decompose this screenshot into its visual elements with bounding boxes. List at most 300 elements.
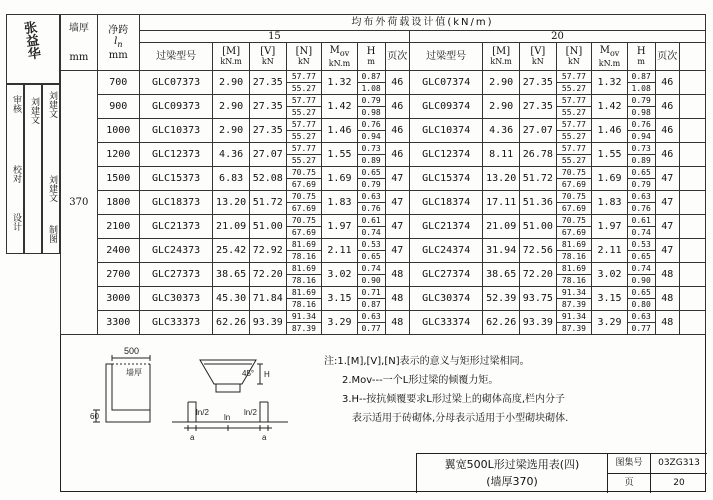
model-cell: GLC15374 bbox=[409, 167, 482, 191]
n-cell bbox=[556, 287, 592, 311]
n-cell-lower: 55.27 bbox=[561, 108, 586, 117]
dim-60-label: 60 bbox=[90, 412, 99, 421]
table-row bbox=[61, 95, 706, 119]
h-cell-upper: 0.61 bbox=[628, 215, 655, 227]
m-cell: 4.36 bbox=[213, 143, 250, 167]
n-cell-upper: 70.75 bbox=[287, 215, 322, 227]
mov-cell: 1.32 bbox=[322, 71, 358, 95]
m-cell: 21.09 bbox=[483, 215, 520, 239]
mov-cell: 3.15 bbox=[322, 287, 358, 311]
l-lintel-section-figure bbox=[92, 348, 312, 443]
h-cell bbox=[627, 167, 655, 191]
n-cell-lower: 67.69 bbox=[291, 204, 316, 213]
n-cell-upper: 57.77 bbox=[557, 71, 592, 83]
n-cell-lower: 78.16 bbox=[291, 276, 316, 285]
v-cell: 26.78 bbox=[520, 143, 557, 167]
page-cell: 46 bbox=[655, 119, 679, 143]
blank-cell bbox=[680, 191, 706, 215]
page-cell: 47 bbox=[655, 191, 679, 215]
span-cell: 2100 bbox=[97, 215, 139, 239]
page-cell: 46 bbox=[385, 119, 409, 143]
n-cell-upper: 57.77 bbox=[287, 119, 322, 131]
col-m-unit: kN.m bbox=[220, 57, 242, 66]
h-cell-lower: 0.65 bbox=[361, 252, 381, 261]
role-label-column bbox=[6, 84, 24, 254]
page-cell: 46 bbox=[385, 95, 409, 119]
h-cell-lower: 0.76 bbox=[631, 204, 651, 213]
n-cell bbox=[286, 167, 322, 191]
n-cell bbox=[556, 167, 592, 191]
h-cell-lower: 0.74 bbox=[631, 228, 651, 237]
h-cell-upper: 0.73 bbox=[358, 143, 385, 155]
blank-cell bbox=[680, 167, 706, 191]
mov-cell: 3.02 bbox=[322, 263, 358, 287]
model-cell: GLC09373 bbox=[139, 95, 212, 119]
n-cell-lower: 55.27 bbox=[561, 84, 586, 93]
v-cell: 72.56 bbox=[520, 239, 557, 263]
h-label: H bbox=[264, 370, 270, 379]
table-row bbox=[61, 311, 706, 335]
model-cell: GLC12373 bbox=[139, 143, 212, 167]
col-v-unit: kN bbox=[261, 57, 274, 66]
n-cell-lower: 78.16 bbox=[291, 252, 316, 261]
model-cell: GLC18373 bbox=[139, 191, 212, 215]
column-header-row bbox=[61, 43, 706, 71]
h-cell-upper: 0.63 bbox=[628, 191, 655, 203]
v-cell: 72.20 bbox=[520, 263, 557, 287]
n-cell bbox=[556, 71, 592, 95]
m-cell: 2.90 bbox=[213, 119, 250, 143]
n-cell-lower: 78.16 bbox=[291, 300, 316, 309]
h-cell bbox=[627, 239, 655, 263]
note-line: 3.H--按抗倾覆要求L形过梁上的砌体高度,栏内分子 bbox=[342, 394, 566, 405]
note-line: 注:1.[M],[V],[N]表示的意义与矩形过梁相同。 bbox=[324, 356, 530, 367]
model-cell: GLC07373 bbox=[139, 71, 212, 95]
h-cell-upper: 0.65 bbox=[628, 287, 655, 299]
n-cell-lower: 55.27 bbox=[291, 132, 316, 141]
load-group-title: 均布外荷载设计值(kN/m) bbox=[139, 15, 705, 31]
n-cell-lower: 67.69 bbox=[561, 180, 586, 189]
n-cell bbox=[556, 119, 592, 143]
col-page-15: 页次 bbox=[385, 43, 409, 71]
m-cell: 52.39 bbox=[483, 287, 520, 311]
n-cell-upper: 81.69 bbox=[557, 239, 592, 251]
span-subscript: n bbox=[117, 39, 123, 49]
model-cell: GLC12374 bbox=[409, 143, 482, 167]
page-number-label: 页 bbox=[608, 474, 651, 493]
blank-cell bbox=[680, 239, 706, 263]
col-n-unit: kN bbox=[297, 57, 310, 66]
h-cell bbox=[627, 263, 655, 287]
span-cell: 3300 bbox=[97, 311, 139, 335]
m-cell: 62.26 bbox=[213, 311, 250, 335]
mov-cell: 3.15 bbox=[592, 287, 628, 311]
span-header-unit: mm bbox=[108, 49, 128, 61]
table-body bbox=[61, 71, 706, 335]
n-cell-lower: 67.69 bbox=[291, 228, 316, 237]
mov-cell: 1.55 bbox=[592, 143, 628, 167]
model-cell: GLC21374 bbox=[409, 215, 482, 239]
v-cell: 71.84 bbox=[249, 287, 286, 311]
m-cell: 2.90 bbox=[213, 71, 250, 95]
model-cell: GLC10373 bbox=[139, 119, 212, 143]
wall-thickness-cell: 370 bbox=[61, 71, 98, 335]
h-cell bbox=[357, 119, 385, 143]
mov-cell: 1.42 bbox=[592, 95, 628, 119]
mov-cell: 1.46 bbox=[592, 119, 628, 143]
span-header bbox=[97, 15, 139, 71]
mov-cell: 2.11 bbox=[592, 239, 628, 263]
span-cell: 3000 bbox=[97, 287, 139, 311]
page-cell: 46 bbox=[385, 71, 409, 95]
span-cell: 1200 bbox=[97, 143, 139, 167]
span-cell: 2400 bbox=[97, 239, 139, 263]
n-cell-upper: 57.77 bbox=[557, 119, 592, 131]
v-cell: 51.00 bbox=[249, 215, 286, 239]
model-cell: GLC09374 bbox=[409, 95, 482, 119]
table-row bbox=[61, 119, 706, 143]
n-cell-upper: 91.34 bbox=[557, 287, 592, 299]
model-cell: GLC27373 bbox=[139, 263, 212, 287]
h-cell-upper: 0.76 bbox=[628, 119, 655, 131]
title-line-1: 翼宽500L形过梁选用表(四) bbox=[444, 458, 580, 471]
n-cell bbox=[556, 263, 592, 287]
n-cell-lower: 87.39 bbox=[291, 324, 316, 333]
mov-cell: 3.02 bbox=[592, 263, 628, 287]
model-cell: GLC24373 bbox=[139, 239, 212, 263]
role-label-review: 审核 bbox=[11, 95, 21, 113]
a-left-label: a bbox=[190, 433, 195, 442]
table-row bbox=[61, 71, 706, 95]
mov-cell: 1.83 bbox=[322, 191, 358, 215]
h-cell bbox=[357, 287, 385, 311]
n-cell-lower: 55.27 bbox=[291, 156, 316, 165]
h-cell bbox=[357, 263, 385, 287]
col-mov-sub: ov bbox=[609, 48, 620, 58]
m-cell: 2.90 bbox=[483, 71, 520, 95]
n-cell-upper: 57.77 bbox=[557, 95, 592, 107]
page-cell: 48 bbox=[385, 287, 409, 311]
h-cell-lower: 0.76 bbox=[361, 204, 381, 213]
n-cell-lower: 55.27 bbox=[561, 156, 586, 165]
table-row bbox=[61, 167, 706, 191]
n-cell-upper: 57.77 bbox=[287, 95, 322, 107]
table-row bbox=[61, 191, 706, 215]
col-mov-label: M bbox=[599, 44, 610, 56]
page-cell: 47 bbox=[385, 167, 409, 191]
v-cell: 27.35 bbox=[249, 95, 286, 119]
m-cell: 38.65 bbox=[213, 263, 250, 287]
table-row bbox=[61, 143, 706, 167]
title-block-title bbox=[417, 454, 608, 493]
n-cell-upper: 70.75 bbox=[287, 191, 322, 203]
col-n-15 bbox=[286, 43, 322, 71]
n-cell-lower: 55.27 bbox=[561, 132, 586, 141]
model-cell: GLC21373 bbox=[139, 215, 212, 239]
span-header-label: 净跨 bbox=[108, 24, 129, 36]
ln-label: ln bbox=[224, 413, 231, 422]
m-cell: 6.83 bbox=[213, 167, 250, 191]
page-cell: 47 bbox=[655, 215, 679, 239]
n-cell bbox=[556, 215, 592, 239]
model-cell: GLC30373 bbox=[139, 287, 212, 311]
span-cell: 2700 bbox=[97, 263, 139, 287]
span-cell: 1500 bbox=[97, 167, 139, 191]
col-mov-15 bbox=[322, 43, 358, 71]
table-row bbox=[61, 263, 706, 287]
col-page-20: 页次 bbox=[655, 43, 679, 71]
n-cell-upper: 57.77 bbox=[557, 143, 592, 155]
m-cell: 17.11 bbox=[483, 191, 520, 215]
name-column-2 bbox=[42, 84, 60, 254]
page-cell: 48 bbox=[385, 263, 409, 287]
atlas-number-label: 图集号 bbox=[608, 454, 651, 474]
drawn-label: 制图 bbox=[47, 225, 57, 243]
wall-thickness-label: 墙厚 bbox=[126, 368, 142, 377]
col-v-label: [V] bbox=[530, 46, 546, 57]
h-cell-upper: 0.53 bbox=[628, 239, 655, 251]
h-cell-lower: 0.94 bbox=[631, 132, 651, 141]
m-cell: 13.20 bbox=[483, 167, 520, 191]
m-cell: 31.94 bbox=[483, 239, 520, 263]
h-cell bbox=[627, 287, 655, 311]
v-cell: 27.35 bbox=[249, 71, 286, 95]
v-cell: 27.07 bbox=[520, 119, 557, 143]
approval-strip bbox=[6, 14, 60, 254]
title-block bbox=[416, 453, 707, 493]
h-cell-upper: 0.74 bbox=[628, 263, 655, 275]
table-row bbox=[61, 239, 706, 263]
ln2-right-label: ln/2 bbox=[244, 408, 257, 417]
h-cell-lower: 0.89 bbox=[361, 156, 381, 165]
h-cell-lower: 0.79 bbox=[631, 180, 651, 189]
mov-cell: 1.69 bbox=[322, 167, 358, 191]
col-h-label: H bbox=[636, 46, 646, 57]
col-m-15 bbox=[213, 43, 250, 71]
col-n-label: [N] bbox=[565, 46, 583, 57]
v-cell: 51.36 bbox=[520, 191, 557, 215]
mov-cell: 1.42 bbox=[322, 95, 358, 119]
col-v-label: [V] bbox=[260, 46, 276, 57]
note-line: 2.Mov---一个L形过梁的倾覆力矩。 bbox=[342, 375, 499, 386]
h-cell-lower: 1.08 bbox=[361, 84, 381, 93]
h-cell-upper: 0.63 bbox=[358, 311, 385, 323]
col-blank bbox=[680, 43, 706, 71]
n-cell-upper: 91.34 bbox=[557, 311, 592, 323]
v-cell: 27.07 bbox=[249, 143, 286, 167]
h-cell bbox=[357, 215, 385, 239]
blank-cell bbox=[680, 119, 706, 143]
n-cell-lower: 55.27 bbox=[291, 108, 316, 117]
h-cell-lower: 0.65 bbox=[631, 252, 651, 261]
h-cell bbox=[627, 191, 655, 215]
page-cell: 47 bbox=[655, 239, 679, 263]
h-cell bbox=[627, 143, 655, 167]
h-cell-upper: 0.65 bbox=[358, 167, 385, 179]
blank-cell bbox=[680, 263, 706, 287]
n-cell-upper: 81.69 bbox=[287, 263, 322, 275]
n-cell-upper: 70.75 bbox=[557, 191, 592, 203]
span-cell: 900 bbox=[97, 95, 139, 119]
m-cell: 4.36 bbox=[483, 119, 520, 143]
note-line: 表示适用于砖砌体,分母表示适用于小型砌块砌体. bbox=[352, 413, 569, 424]
blank-cell bbox=[680, 215, 706, 239]
n-cell bbox=[556, 311, 592, 335]
col-v-15 bbox=[249, 43, 286, 71]
n-cell bbox=[286, 95, 322, 119]
mov-cell: 1.32 bbox=[592, 71, 628, 95]
page-number-value: 20 bbox=[673, 478, 685, 488]
designer-name: 刘建文 bbox=[47, 175, 57, 202]
col-m-20 bbox=[483, 43, 520, 71]
m-cell: 2.90 bbox=[483, 95, 520, 119]
col-h-unit: m bbox=[367, 57, 375, 66]
v-cell: 27.35 bbox=[249, 119, 286, 143]
reviewer-name: 刘建文 bbox=[29, 97, 39, 124]
lintel-block bbox=[216, 384, 240, 392]
v-cell: 27.35 bbox=[520, 95, 557, 119]
h-cell-upper: 0.73 bbox=[628, 143, 655, 155]
n-cell bbox=[286, 215, 322, 239]
notes-block bbox=[324, 352, 624, 428]
col-model-15: 过梁型号 bbox=[139, 43, 212, 71]
h-cell-upper: 0.61 bbox=[358, 215, 385, 227]
h-cell bbox=[357, 71, 385, 95]
n-cell bbox=[556, 95, 592, 119]
col-model-20: 过梁型号 bbox=[409, 43, 482, 71]
h-cell-lower: 0.94 bbox=[361, 132, 381, 141]
model-cell: GLC18374 bbox=[409, 191, 482, 215]
page-cell: 48 bbox=[655, 263, 679, 287]
n-cell-lower: 78.16 bbox=[561, 276, 586, 285]
col-mov-20 bbox=[592, 43, 628, 71]
n-cell bbox=[286, 287, 322, 311]
v-cell: 93.75 bbox=[520, 287, 557, 311]
blank-cell bbox=[680, 143, 706, 167]
col-mov-unit: kN.m bbox=[598, 58, 621, 68]
h-cell bbox=[357, 239, 385, 263]
model-cell: GLC33374 bbox=[409, 311, 482, 335]
h-cell-lower: 0.90 bbox=[631, 276, 651, 285]
n-cell bbox=[286, 143, 322, 167]
page-cell: 48 bbox=[385, 311, 409, 335]
model-cell: GLC15373 bbox=[139, 167, 212, 191]
right-support bbox=[260, 402, 268, 422]
n-cell bbox=[286, 311, 322, 335]
col-h-15 bbox=[357, 43, 385, 71]
col-n-label: [N] bbox=[295, 46, 313, 57]
col-n-unit: kN bbox=[568, 57, 580, 66]
model-cell: GLC27374 bbox=[409, 263, 482, 287]
model-cell: GLC30374 bbox=[409, 287, 482, 311]
h-cell bbox=[357, 143, 385, 167]
n-cell-lower: 87.39 bbox=[561, 300, 586, 309]
mov-cell: 1.97 bbox=[322, 215, 358, 239]
col-h-20 bbox=[627, 43, 655, 71]
h-cell-upper: 0.76 bbox=[358, 119, 385, 131]
n-cell-lower: 67.69 bbox=[291, 180, 316, 189]
blank-cell bbox=[680, 95, 706, 119]
n-cell bbox=[286, 71, 322, 95]
mov-cell: 3.29 bbox=[592, 311, 628, 335]
h-cell-upper: 0.63 bbox=[628, 311, 655, 323]
table-row bbox=[61, 215, 706, 239]
n-cell bbox=[286, 239, 322, 263]
lintel-selection-table bbox=[60, 14, 706, 335]
v-cell: 51.72 bbox=[249, 191, 286, 215]
col-m-label: [M] bbox=[222, 46, 241, 57]
signature-box bbox=[6, 14, 60, 84]
m-cell: 13.20 bbox=[213, 191, 250, 215]
page-cell: 47 bbox=[655, 167, 679, 191]
span-cell: 700 bbox=[97, 71, 139, 95]
col-m-label: [M] bbox=[492, 46, 511, 57]
h-cell-upper: 0.87 bbox=[358, 71, 385, 83]
atlas-number-value: 03ZG313 bbox=[651, 454, 707, 474]
n-cell bbox=[556, 191, 592, 215]
col-mov-unit: kN.m bbox=[328, 58, 351, 68]
col-mov-sub: ov bbox=[339, 48, 350, 58]
dim-500-label: 500 bbox=[124, 346, 140, 356]
n-cell-lower: 78.16 bbox=[561, 252, 586, 261]
n-cell-upper: 70.75 bbox=[287, 167, 322, 179]
h-cell-lower: 0.74 bbox=[361, 228, 381, 237]
h-cell-lower: 0.77 bbox=[631, 324, 651, 333]
h-cell bbox=[357, 167, 385, 191]
h-cell-upper: 0.87 bbox=[628, 71, 655, 83]
mov-cell: 1.69 bbox=[592, 167, 628, 191]
span-symbol: l bbox=[114, 35, 118, 47]
h-cell-lower: 0.80 bbox=[631, 300, 651, 309]
v-cell: 93.39 bbox=[520, 311, 557, 335]
h-cell bbox=[627, 95, 655, 119]
page-cell: 48 bbox=[655, 311, 679, 335]
angle-label: 45° bbox=[242, 369, 255, 378]
page-cell: 47 bbox=[385, 239, 409, 263]
n-cell-upper: 81.69 bbox=[287, 287, 322, 299]
page-cell: 47 bbox=[385, 215, 409, 239]
mov-cell: 1.97 bbox=[592, 215, 628, 239]
blank-cell bbox=[680, 287, 706, 311]
page-cell: 46 bbox=[385, 143, 409, 167]
mov-cell: 1.83 bbox=[592, 191, 628, 215]
m-cell: 2.90 bbox=[213, 95, 250, 119]
a-right-label: a bbox=[262, 433, 267, 442]
m-cell: 45.30 bbox=[213, 287, 250, 311]
handwritten-signature: 张益华 bbox=[20, 20, 41, 61]
col-v-20 bbox=[520, 43, 557, 71]
h-cell-upper: 0.53 bbox=[358, 239, 385, 251]
n-cell bbox=[286, 119, 322, 143]
mov-cell: 2.11 bbox=[322, 239, 358, 263]
n-cell-upper: 81.69 bbox=[287, 239, 322, 251]
span-cell: 1000 bbox=[97, 119, 139, 143]
wall-header-unit: mm bbox=[69, 51, 89, 63]
model-cell: GLC10374 bbox=[409, 119, 482, 143]
h-cell-lower: 0.98 bbox=[361, 108, 381, 117]
mov-cell: 1.55 bbox=[322, 143, 358, 167]
page-cell: 46 bbox=[655, 143, 679, 167]
ln2-left-label: ln/2 bbox=[196, 408, 209, 417]
v-cell: 52.08 bbox=[249, 167, 286, 191]
col-n-20 bbox=[556, 43, 592, 71]
h-cell bbox=[627, 71, 655, 95]
role-label-design: 设计 bbox=[11, 213, 21, 231]
v-cell: 72.20 bbox=[249, 263, 286, 287]
page-cell: 48 bbox=[655, 287, 679, 311]
v-cell: 93.39 bbox=[249, 311, 286, 335]
n-cell-upper: 70.75 bbox=[557, 167, 592, 179]
